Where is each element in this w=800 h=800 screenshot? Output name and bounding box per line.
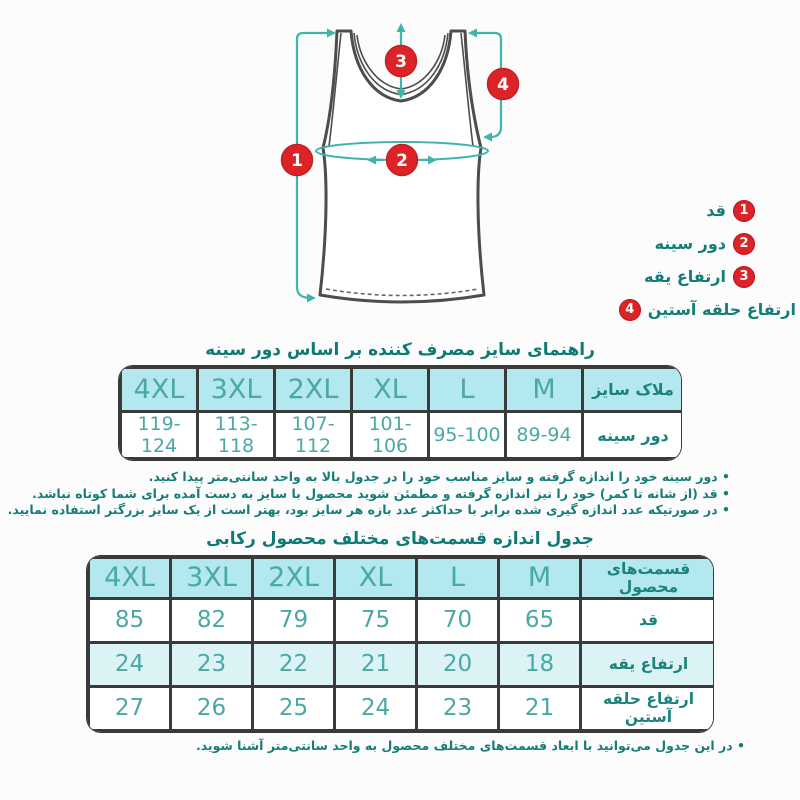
svg-text:1: 1	[291, 151, 303, 171]
legend-marker-3-icon: 3	[733, 266, 755, 288]
row-label-cell: ارتفاع یقه	[581, 642, 714, 686]
value-cell: 20	[417, 642, 499, 686]
measure-marker-4	[488, 69, 519, 100]
header-cell: 3XL	[171, 557, 253, 598]
note-line: • قد (از شانه تا کمر) خود را نیز اندازه گرفته و مطمئن شوید محصول با سایز به دست آمده برای شما کوتاه نباشد.	[0, 486, 730, 503]
value-cell: 113-118	[198, 412, 275, 459]
size-guide-title: راهنمای سایز مصرف کننده بر اساس دور سینه	[205, 340, 595, 360]
svg-text:3: 3	[395, 52, 407, 72]
value-cell: 22	[253, 642, 335, 686]
value-cell: 24	[89, 642, 171, 686]
legend-label: دور سینه	[654, 234, 726, 253]
size-guide-header-row	[121, 368, 682, 412]
measure-marker-3	[386, 46, 417, 77]
value-cell: 95-100	[429, 412, 506, 459]
legend-marker-1-icon: 1	[733, 200, 755, 222]
product-parts-table	[87, 556, 713, 732]
measurement-legend	[570, 194, 800, 326]
value-cell: 119-124	[121, 412, 198, 459]
size-guide-notes	[0, 469, 800, 519]
value-cell: 101-106	[352, 412, 429, 459]
header-cell: 2XL	[253, 557, 335, 598]
measure-marker-2	[387, 145, 418, 176]
header-cell: L	[429, 368, 506, 412]
legend-item-collar	[570, 260, 800, 293]
row-label-cell: قد	[581, 598, 714, 642]
value-cell: 89-94	[506, 412, 583, 459]
legend-label: ارتفاع حلقه آستین	[647, 300, 796, 319]
header-cell: L	[417, 557, 499, 598]
measure-marker-1	[282, 145, 313, 176]
arrowhead	[327, 29, 336, 38]
header-cell: M	[499, 557, 581, 598]
size-guide-table	[119, 366, 681, 460]
value-cell: 18	[499, 642, 581, 686]
svg-text:4: 4	[497, 75, 509, 95]
header-cell: XL	[352, 368, 429, 412]
legend-item-length	[570, 194, 800, 227]
row-label-cell: دور سینه	[583, 412, 682, 459]
header-cell: M	[506, 368, 583, 412]
value-cell: 21	[499, 686, 581, 730]
value-cell: 23	[171, 642, 253, 686]
legend-label: قد	[706, 201, 726, 220]
product-table-note: • در این جدول می‌توانید با ابعاد قسمت‌های مختلف محصول به واحد سانتی‌متر آشنا شوید.	[0, 738, 800, 755]
header-cell: 2XL	[275, 368, 352, 412]
value-cell: 26	[171, 686, 253, 730]
product-table-title: جدول اندازه قسمت‌های مختلف محصول رکابی	[206, 528, 594, 549]
note-line: • دور سینه خود را اندازه گرفته و سایز مناسب خود را در جدول بالا به واحد سانتی‌متر پیدا کنید.	[0, 469, 730, 486]
value-cell: 75	[335, 598, 417, 642]
note-line: • در صورتیکه عدد اندازه گیری شده برابر با حداکثر عدد بازه هر سایز بود، بهتر است از یک سایز بزرگتر استفاده نمایید.	[0, 502, 730, 519]
header-cell: قسمت‌های محصول	[581, 557, 714, 598]
value-cell: 27	[89, 686, 171, 730]
value-cell: 82	[171, 598, 253, 642]
arrowhead	[397, 23, 406, 32]
legend-item-armhole	[570, 293, 800, 326]
value-cell: 25	[253, 686, 335, 730]
value-cell: 85	[89, 598, 171, 642]
header-cell: 4XL	[89, 557, 171, 598]
header-cell: XL	[335, 557, 417, 598]
legend-label: ارتفاع یقه	[644, 267, 726, 286]
row-label-cell: ارتفاع حلقه آستین	[581, 686, 714, 730]
header-cell: 3XL	[198, 368, 275, 412]
header-cell: ملاک سایز	[583, 368, 682, 412]
header-cell: 4XL	[121, 368, 198, 412]
value-cell: 23	[417, 686, 499, 730]
legend-marker-2-icon: 2	[733, 233, 755, 255]
arrowhead	[468, 29, 477, 38]
legend-marker-4-icon: 4	[619, 299, 641, 321]
collar-height-row	[89, 642, 714, 686]
value-cell: 107-112	[275, 412, 352, 459]
value-cell: 79	[253, 598, 335, 642]
arrowhead	[483, 133, 492, 142]
value-cell: 65	[499, 598, 581, 642]
armhole-height-row	[89, 686, 714, 730]
svg-text:2: 2	[396, 151, 408, 171]
value-cell: 21	[335, 642, 417, 686]
chest-range-row	[121, 412, 682, 459]
legend-item-chest	[570, 227, 800, 260]
length-row	[89, 598, 714, 642]
arrowhead	[307, 294, 316, 303]
value-cell: 24	[335, 686, 417, 730]
value-cell: 70	[417, 598, 499, 642]
garment-diagram	[0, 0, 800, 332]
product-table-header-row	[89, 557, 714, 598]
